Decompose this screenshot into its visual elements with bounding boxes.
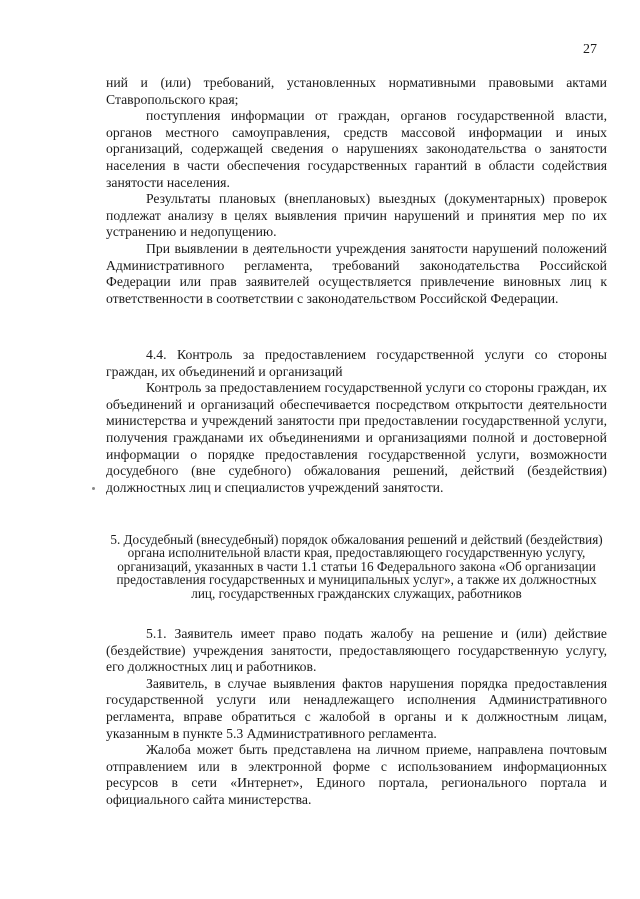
paragraph: ний и (или) требований, установленных нормативными правовыми актами Ставропольского края; [106,75,607,107]
text-block-section-4-4 [106,347,607,496]
paragraph: Жалоба может быть представлена на личном приеме, направлена почтовым отправлением или в электронной форме с использованием информационных ресурсов в сети «Интернет», Единого портала, регионального портала и официального сайта министерства. [106,742,607,807]
section-5-heading: 5. Досудебный (внесудебный) порядок обжалования решений и действий (бездействия) органа исполнительной власти края, предоставляющего государственную услугу, организаций, указанных в части 1.1 статьи 16 Федерального закона «Об организации предоставления государственных и муниципальных услуг», а также их должностных лиц, государственных гражданских служащих, работников [110,532,603,601]
text-block-inspections [106,75,607,307]
text-block-section-5-1 [106,626,607,809]
paragraph: Контроль за предоставлением государственной услуги со стороны граждан, их объединений и организаций обеспечивается посредством открытости деятельности министерства и учреждений занятости при предоставлении государственной услуги, получения гражданами их объединениями и организациями полной и достоверной информации о порядке предоставления государственной услуги, возможности досудебного (вне судебного) обжалования решений, действий (бездействия) должностных лиц и специалистов учреждений занятости. [106,380,607,495]
paragraph: Заявитель, в случае выявления фактов нарушения порядка предоставления государственной услуги или ненадлежащего исполнения Административного регламента, вправе обратиться с жалобой в органы и к должностным лицам, указанным в пункте 5.3 Административного регламента. [106,675,607,741]
scan-mark [92,487,95,490]
paragraph: Результаты плановых (внеплановых) выездных (документарных) проверок подлежат анализу в целях выявления причин нарушений и принятия мер по их устранению и недопущению. [106,191,607,240]
paragraph: 5.1. Заявитель имеет право подать жалобу на решение и (или) действие (бездействие) учреждения занятости, предоставляющего государственную услугу, его должностных лиц и работников. [106,626,607,675]
paragraph: При выявлении в деятельности учреждения занятости нарушений положений Административного регламента, требований законодательства Российской Федерации или прав заявителей осуществляется привлечение виновных лиц к ответственности в соответствии с законодательством Российской Федерации. [106,240,607,306]
paragraph: поступления информации от граждан, органов государственной власти, органов местного самоуправления, средств массовой информации и иных организаций, содержащей сведения о нарушениях законодательства о занятости населения в части обеспечения государственных гарантий в области содействия занятости населения. [106,108,607,190]
page-number: 27 [583,42,597,57]
section-4-4-title: 4.4. Контроль за предоставлением государственной услуги со стороны граждан, их объединений и организаций [106,347,607,379]
